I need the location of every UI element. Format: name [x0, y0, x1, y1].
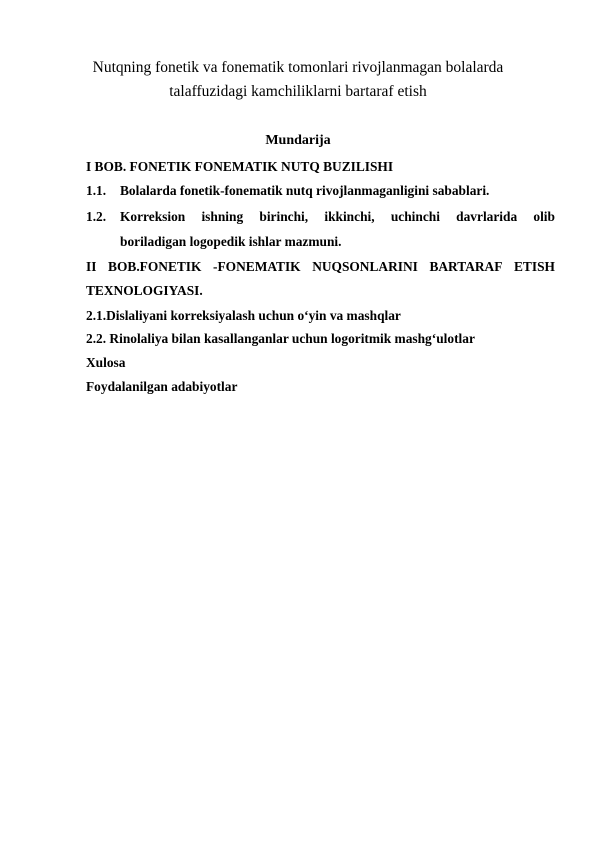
toc-heading: Mundarija — [265, 133, 331, 148]
toc-word: birinchi, — [259, 209, 309, 224]
toc-word: olib — [533, 209, 555, 224]
toc-word: NUQSONLARINI — [312, 259, 418, 274]
toc-references: Foydalanilgan adabiyotlar — [86, 379, 238, 394]
toc-word: ikkinchi, — [324, 209, 375, 224]
toc-chapter-1: I BOB. FONETIK FONEMATIK NUTQ BUZILISHI — [86, 159, 394, 174]
title-line-1: Nutqning fonetik va fonematik tomonlari rivojlanmagan bolalarda — [92, 59, 504, 76]
toc-item-2-1: 2.1.Dislaliyani korreksiyalash uchun o‘yin va mashqlar — [86, 308, 401, 323]
toc-word: BOB.FONETIK — [108, 259, 202, 274]
toc-word: ishning — [201, 209, 244, 224]
toc-word: BARTARAF — [429, 259, 503, 274]
toc-word: Korreksion — [120, 209, 186, 224]
toc-item-1-2-number: 1.2. — [86, 209, 107, 224]
toc-item-1-1-number: 1.1. — [86, 183, 107, 198]
toc-conclusion: Xulosa — [86, 355, 126, 370]
toc-word: ETISH — [514, 259, 555, 274]
toc-item-1-1-text: Bolalarda fonetik-fonematik nutq rivojlanmaganligini sabablari. — [120, 183, 490, 198]
toc-chapter-2-continuation: TEXNOLOGIYASI. — [86, 283, 203, 298]
toc-word: davrlarida — [456, 209, 518, 224]
toc-item-1-2-text — [120, 208, 555, 226]
toc-word: II — [86, 259, 97, 274]
toc-item-2-2: 2.2. Rinolaliya bilan kasallanganlar uchun logoritmik mashg‘ulotlar — [86, 331, 475, 346]
toc-word: -FONEMATIK — [213, 259, 301, 274]
title-line-2: talaffuzidagi kamchiliklarni bartaraf etish — [169, 83, 427, 100]
toc-item-1-2-continuation: boriladigan logopedik ishlar mazmuni. — [120, 234, 342, 249]
document-title — [60, 56, 536, 104]
toc-word: uchinchi — [390, 209, 440, 224]
toc-chapter-2 — [86, 258, 555, 276]
